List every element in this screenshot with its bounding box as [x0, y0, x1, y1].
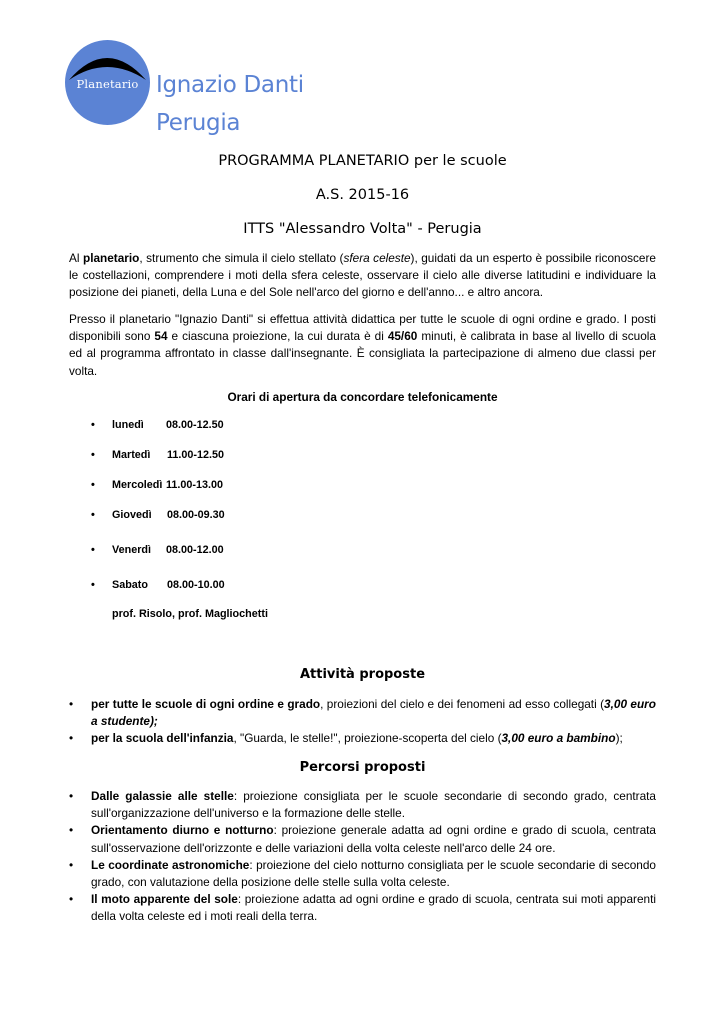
- school-year: A.S. 2015-16: [315, 187, 410, 203]
- schedule-row: • Mercoledì 11.00-13.00: [91, 479, 224, 491]
- intro-paragraph-2: Presso il planetario "Ignazio Danti" si effettua attività didattica per tutte le scuole di ogni ordine e grado. I posti disponibili sono 54 e ciascuna proiezione, la cui durata è di 45/60 minuti, è calibrata in base al livello di scuola ed al programma affrontato in classe dall'insegnante. È consigliata la partecipazione di almeno due classi per volta.: [69, 312, 656, 378]
- paths-heading: Percorsi proposti: [299, 760, 426, 775]
- activities-list: [69, 696, 656, 748]
- schedule-row: • Sabato 08.00-10.00: [91, 579, 225, 591]
- list-item: • Dalle galassie alle stelle: proiezione consigliata per le scuole secondarie di secondo grado, centrata sull'organizzazione dell'universo e la formazione delle stelle.: [69, 789, 656, 821]
- teachers: prof. Risolo, prof. Magliochetti: [112, 608, 268, 620]
- list-item: • per tutte le scuole di ogni ordine e grado, proiezioni del cielo e dei fenomeni ad esso collegati (3,00 euro a studente);: [69, 697, 656, 729]
- logo-word: Planetario: [76, 77, 139, 91]
- brand-name: Ignazio Danti: [156, 72, 304, 98]
- schedule-row: • lunedì 08.00-12.50: [91, 419, 224, 431]
- intro-paragraph-1: Al planetario, strumento che simula il cielo stellato (sfera celeste), guidati da un esperto è possibile riconoscere le costellazioni, comprendere i moti della sfera celeste, osservare il cielo alle diverse latitudini e individuare la posizione dei pianeti, della Luna e del Sole nell'arco del giorno e dell'anno... e altro ancora.: [69, 251, 656, 300]
- schedule-heading: Orari di apertura da concordare telefonicamente: [227, 390, 498, 404]
- brand-city: Perugia: [156, 110, 241, 136]
- list-item: • Orientamento diurno e notturno: proiezione generale adatta ad ogni ordine e grado di scuola, centrata sull'osservazione dell'orizzonte e delle variazioni della volta celeste nell'arco delle 24 ore.: [69, 823, 656, 855]
- planetario-logo: [65, 40, 150, 125]
- list-item: • per la scuola dell'infanzia, "Guarda, le stelle!", proiezione-scoperta del cielo (3,00 euro a bambino);: [69, 731, 623, 746]
- activities-heading: Attività proposte: [299, 667, 426, 682]
- schedule-row: • Giovedì 08.00-09.30: [91, 509, 225, 521]
- list-item: • Le coordinate astronomiche: proiezione del cielo notturno consigliata per le scuole secondarie di secondo grado, con valutazione della posizione delle stelle sulla volta celeste.: [69, 857, 656, 890]
- schedule-row: • Martedì 11.00-12.50: [91, 449, 225, 461]
- doc-title: PROGRAMMA PLANETARIO per le scuole: [218, 153, 507, 169]
- school-name: ITTS "Alessandro Volta" - Perugia: [243, 221, 482, 237]
- schedule-row: • Venerdì 08.00-12.00: [91, 544, 224, 556]
- list-item: • Il moto apparente del sole: proiezione adatta ad ogni ordine e grado di scuola, centrata sui moti apparenti della volta celeste ed i moti reali della terra.: [69, 892, 656, 924]
- paths-list: [69, 788, 656, 926]
